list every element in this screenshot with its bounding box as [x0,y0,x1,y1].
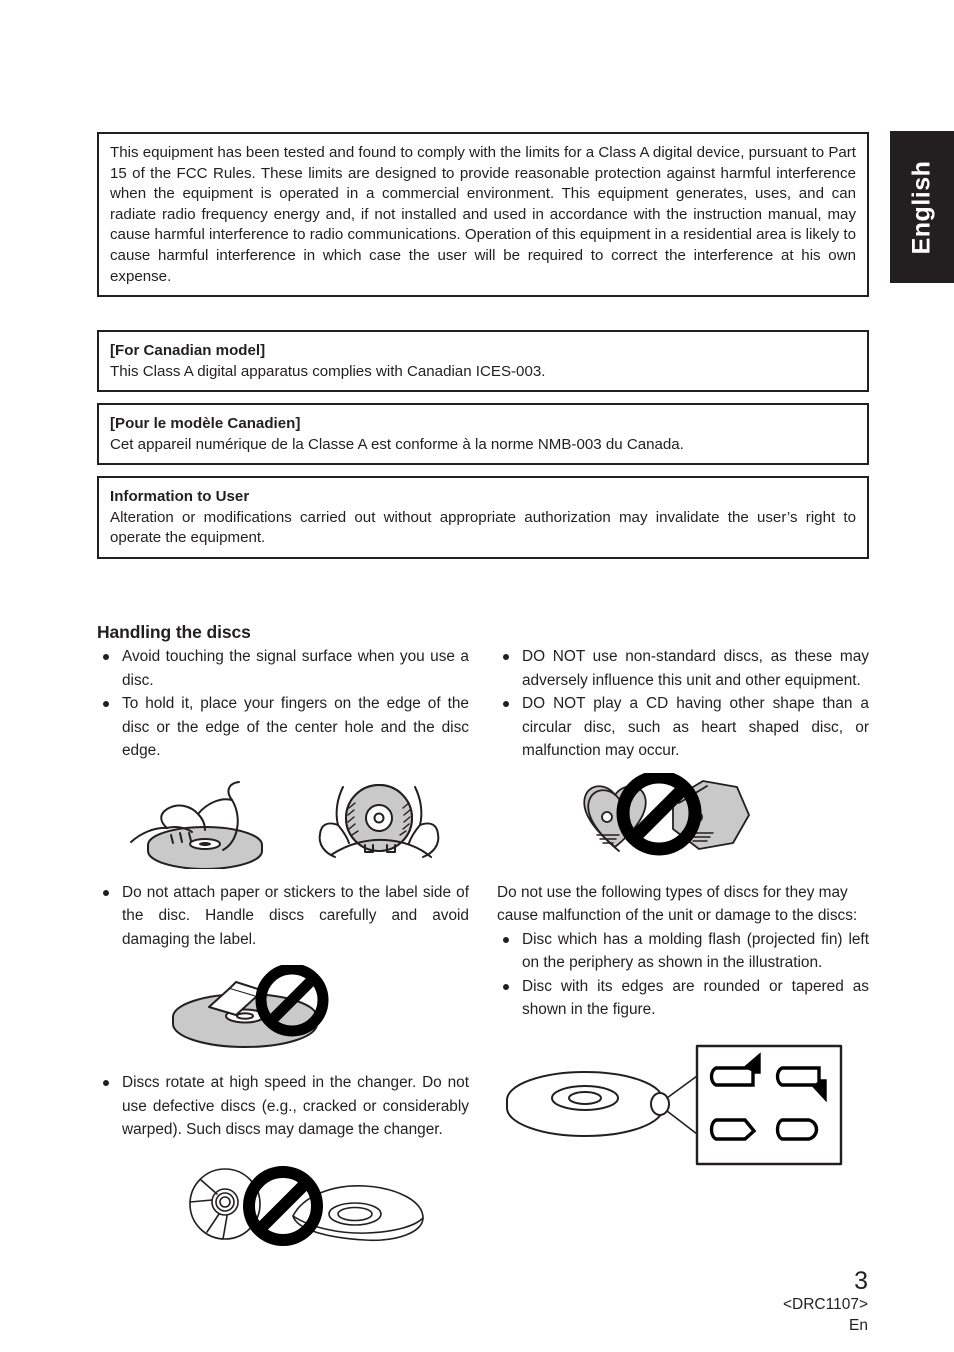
page-number: 3 [854,1267,868,1295]
fcc-notice-text: This equipment has been tested and found to comply with the limits for a Class A digital device, pursuant to Part 15 of the FCC Rules. These limits are designed to provide reasonable protection against harmful interference when the equipment is operated in a commercial environment. This equipment generates, uses, and can radiate radio frequency energy and, if not installed and used in accordance with the instruction manual, may cause harmful interference to radio communications. Operation of this equipment in a residential area is likely to cause harmful interference in which case the user will be required to correct the interference at his own expense. [110,144,856,285]
list-item: Disc with its edges are rounded or tapered as shown in the figure. [497,975,869,1022]
handling-bullets-left-top [97,645,469,763]
page-title: Handling the discs [97,622,251,642]
canadian-model-notice-box [97,330,869,392]
information-to-user-text: Alteration or modifications carried out without appropriate authorization may invalidate the user’s right to operate the equipment. [110,508,856,547]
handling-bullets-right-bottom [497,928,869,1022]
canadien-francais-text: Cet appareil numérique de la Classe A est conforme à la norme NMB-003 du Canada. [110,435,684,453]
non-circular-discs-illustration [497,773,869,865]
information-to-user-heading: Information to User [110,488,250,505]
defective-disc-intro: Do not use the following types of discs for they may cause malfunction of the unit or damage to the discs: [497,883,858,924]
list-item: Discs rotate at high speed in the changer. Do not use defective discs (e.g., cracked or considerably warped). Such discs may damage the changer. [97,1071,469,1142]
handling-bullets-right-top [497,645,869,763]
left-column [97,622,469,1258]
disc-handling-illustration [97,777,469,869]
document-code: <DRC1107> [782,1296,868,1313]
list-item: Do not attach paper or stickers to the label side of the disc. Handle discs carefully and avoid damaging the label. [97,881,469,952]
language-tab-label: English [907,160,936,254]
right-column [497,622,869,1173]
defective-discs-illustration [97,1158,469,1258]
list-item: Disc which has a molding flash (projected fin) left on the periphery as shown in the illustration. [497,928,869,975]
handling-bullet-label [97,881,469,952]
list-item: To hold it, place your fingers on the edge of the disc or the edge of the center hole and the disc edge. [97,692,469,763]
language-tab-english [890,131,954,283]
no-stickers-illustration [97,965,469,1057]
information-to-user-notice-box [97,476,869,559]
canadien-francais-notice-box [97,403,869,465]
handling-bullet-rotate [97,1071,469,1142]
list-item: DO NOT use non-standard discs, as these may adversely influence this unit and other equipment. [497,645,869,692]
list-item: Avoid touching the signal surface when you use a disc. [97,645,469,692]
disc-edge-profiles-illustration [497,1038,869,1173]
canadien-francais-heading: [Pour le modèle Canadien] [110,415,301,432]
canadian-model-text: This Class A digital apparatus complies with Canadian ICES-003. [110,362,546,380]
footer-language-code: En [849,1317,868,1334]
canadian-model-heading: [For Canadian model] [110,342,266,359]
fcc-notice-box [97,132,869,297]
page-footer [783,1268,868,1336]
list-item: DO NOT play a CD having other shape than a circular disc, such as heart shaped disc, or malfunction may occur. [497,692,869,763]
